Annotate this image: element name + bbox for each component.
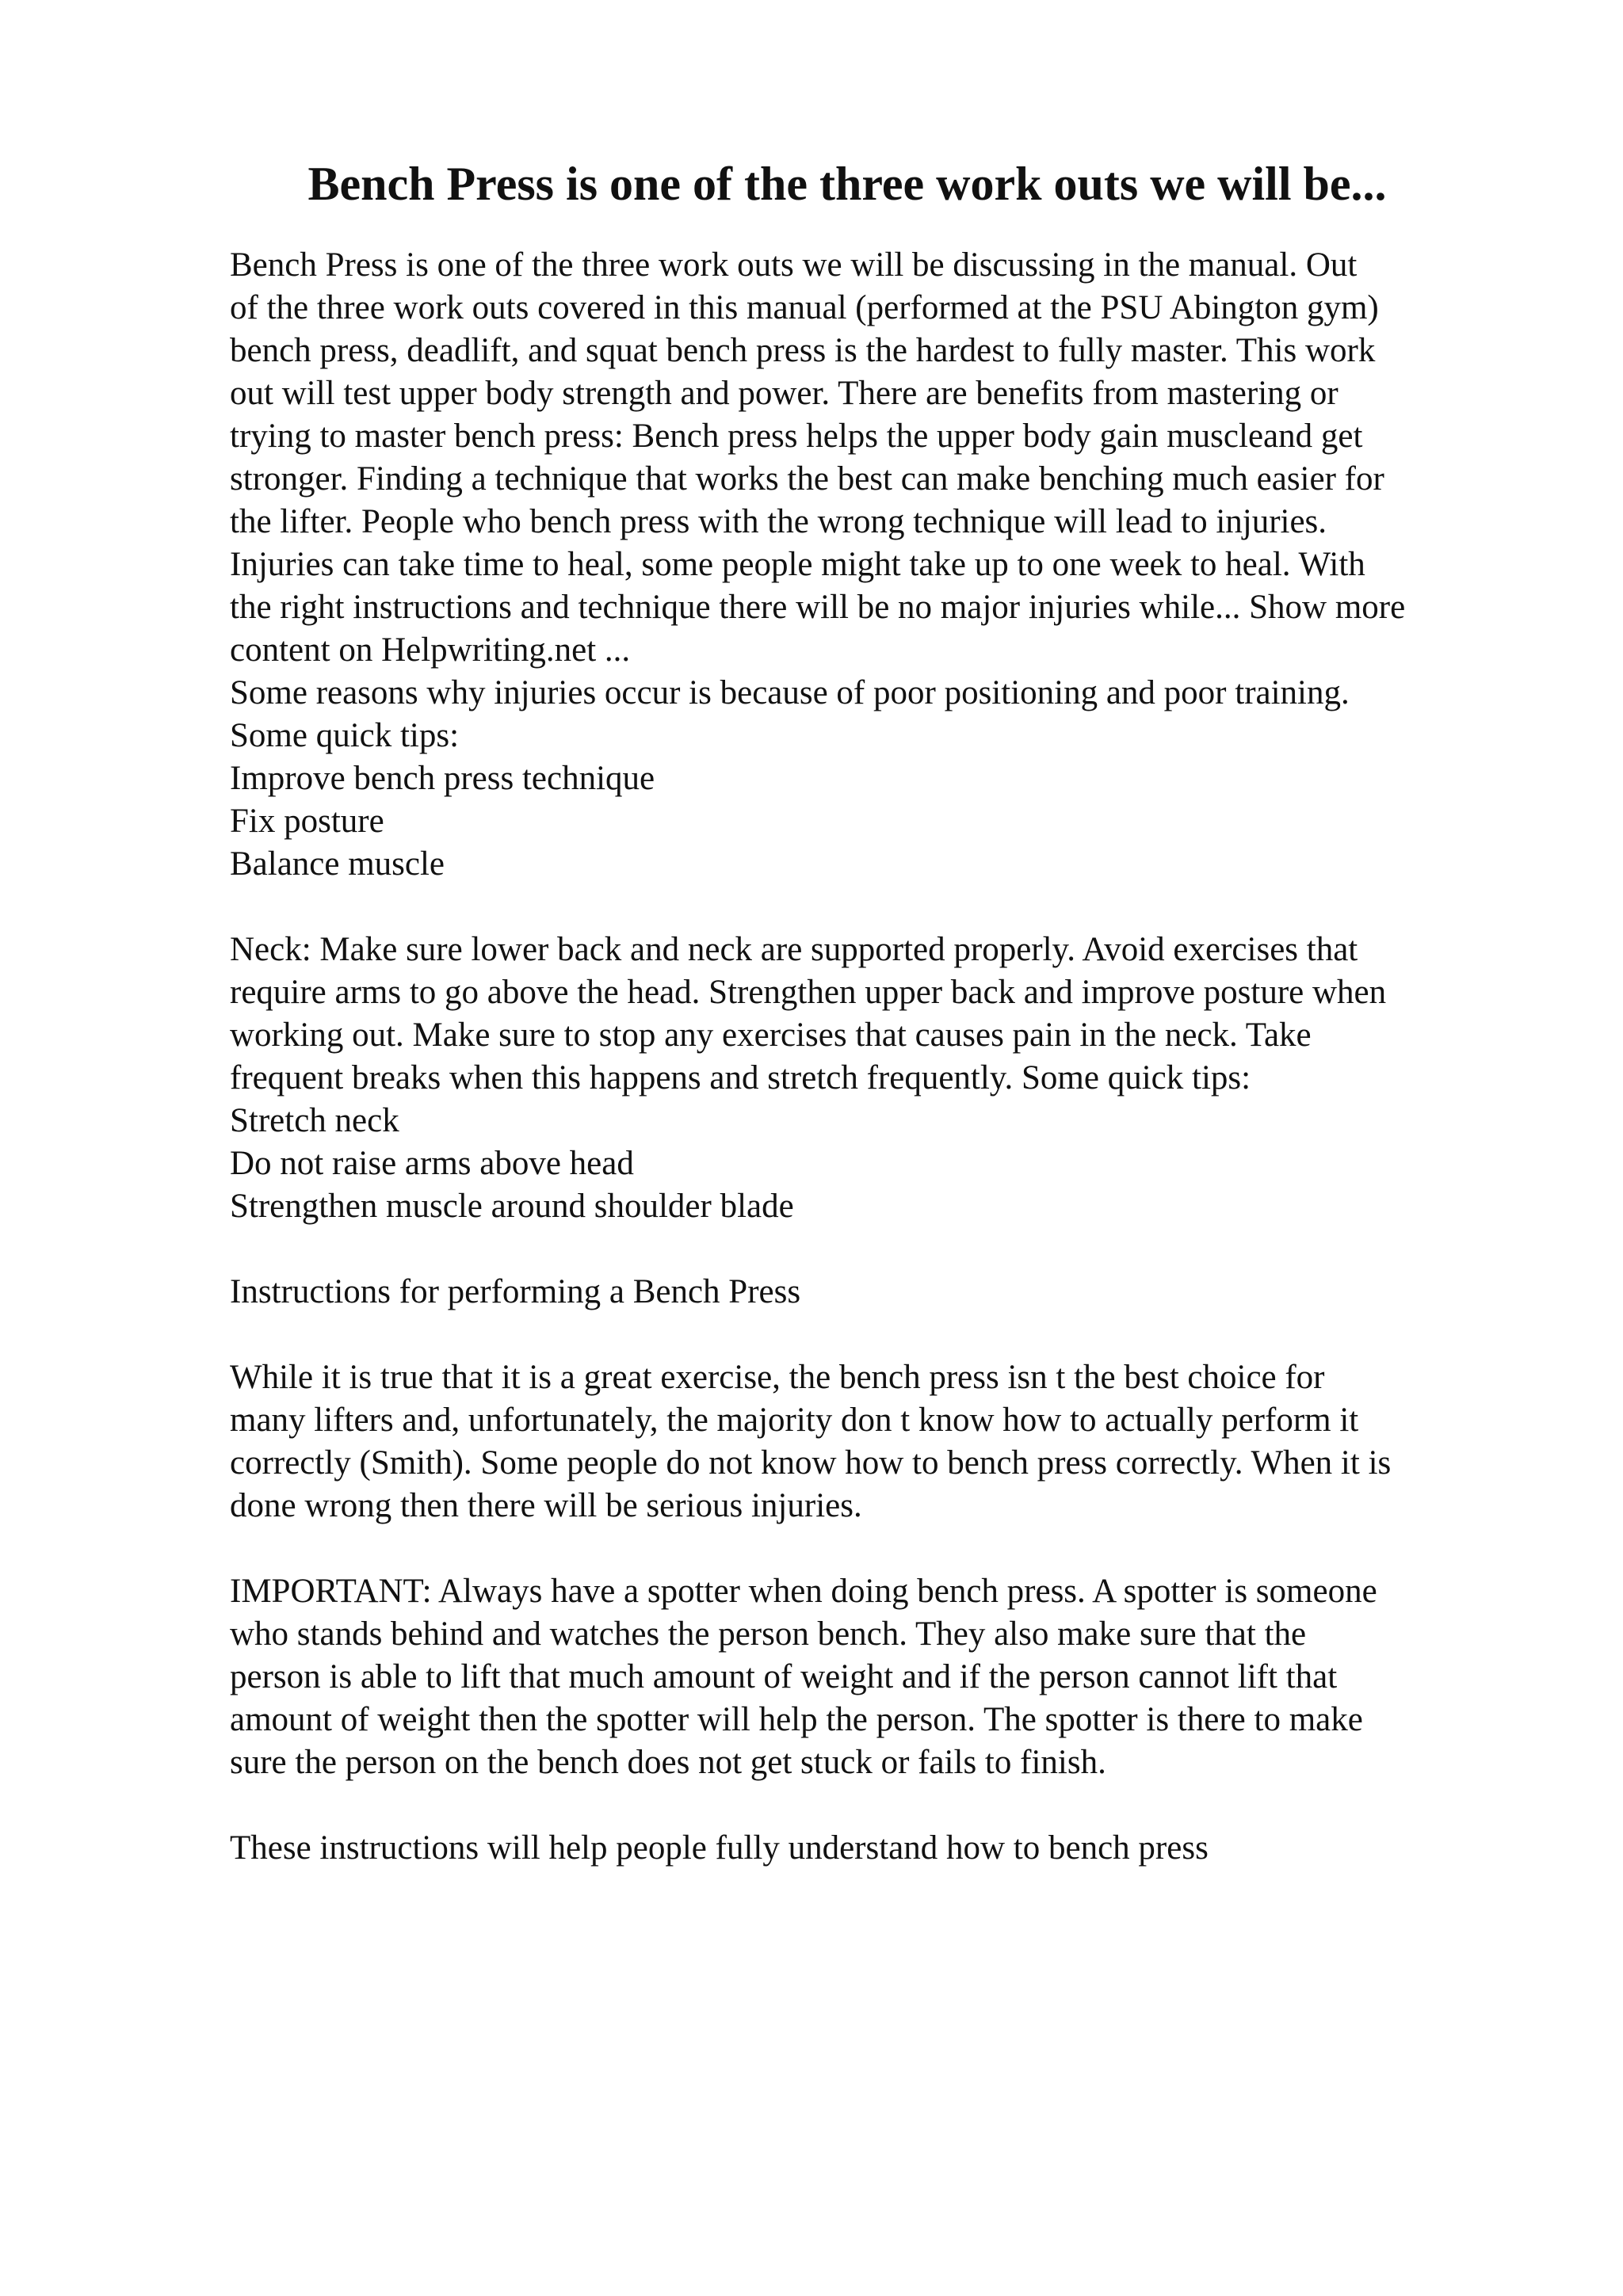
text-line: require arms to go above the head. Strengthen upper back and improve posture when [230,974,1387,1011]
text-line: out will test upper body strength and power. There are benefits from mastering or [230,375,1338,412]
text-line: bench press, deadlift, and squat bench press is the hardest to fully master. This work [230,332,1376,369]
text-line: These instructions will help people fully understand how to bench press [230,1829,1209,1867]
blank-line [230,1314,1529,1356]
text-line: Some quick tips: [230,717,460,754]
text-line: the lifter. People who bench press with the wrong technique will lead to injuries. [230,503,1327,540]
text-line: Neck: Make sure lower back and neck are supported properly. Avoid exercises that [230,931,1358,968]
text-line: While it is true that it is a great exercise, the bench press isn t the best choice for [230,1359,1325,1396]
text-line: trying to master bench press: Bench press helps the upper body gain muscleand get [230,418,1363,455]
text-line: sure the person on the bench does not get stuck or fails to finish. [230,1744,1106,1781]
text-line: Do not raise arms above head [230,1145,634,1182]
text-line: Improve bench press technique [230,760,655,797]
page-title: Bench Press is one of the three work outs we will be... [307,158,1387,210]
text-line: Fix posture [230,803,384,840]
text-line: done wrong then there will be serious injuries. [230,1487,862,1524]
document-body [230,244,1529,1870]
text-line: frequent breaks when this happens and stretch frequently. Some quick tips: [230,1059,1251,1097]
text-line: amount of weight then the spotter will help the person. The spotter is there to make [230,1701,1363,1738]
blank-line [230,1228,1529,1271]
text-line: the right instructions and technique there will be no major injuries while... Show more [230,589,1406,626]
blank-line [230,886,1529,929]
text-line: Stretch neck [230,1102,399,1139]
text-line: correctly (Smith). Some people do not know how to bench press correctly. When it is [230,1444,1392,1482]
text-line: content on Helpwriting.net ... [230,631,631,669]
text-line: person is able to lift that much amount of weight and if the person cannot lift that [230,1658,1338,1695]
text-line: many lifters and, unfortunately, the majority don t know how to actually perform it [230,1402,1359,1439]
text-line: of the three work outs covered in this manual (performed at the PSU Abington gym) [230,289,1379,326]
text-line: stronger. Finding a technique that works the best can make benching much easier for [230,460,1384,498]
text-line: working out. Make sure to stop any exercises that causes pain in the neck. Take [230,1016,1312,1054]
text-line: Some reasons why injuries occur is because of poor positioning and poor training. [230,674,1350,711]
blank-line [230,1527,1529,1570]
text-line: IMPORTANT: Always have a spotter when doing bench press. A spotter is someone [230,1573,1377,1610]
text-line: Balance muscle [230,845,445,883]
blank-line [230,1784,1529,1827]
text-line: Instructions for performing a Bench Press [230,1273,801,1310]
text-line: Strengthen muscle around shoulder blade [230,1188,794,1225]
text-line: who stands behind and watches the person bench. They also make sure that the [230,1615,1307,1653]
text-line: Injuries can take time to heal, some people might take up to one week to heal. With [230,546,1365,583]
text-line: Bench Press is one of the three work outs we will be discussing in the manual. Out [230,246,1358,284]
